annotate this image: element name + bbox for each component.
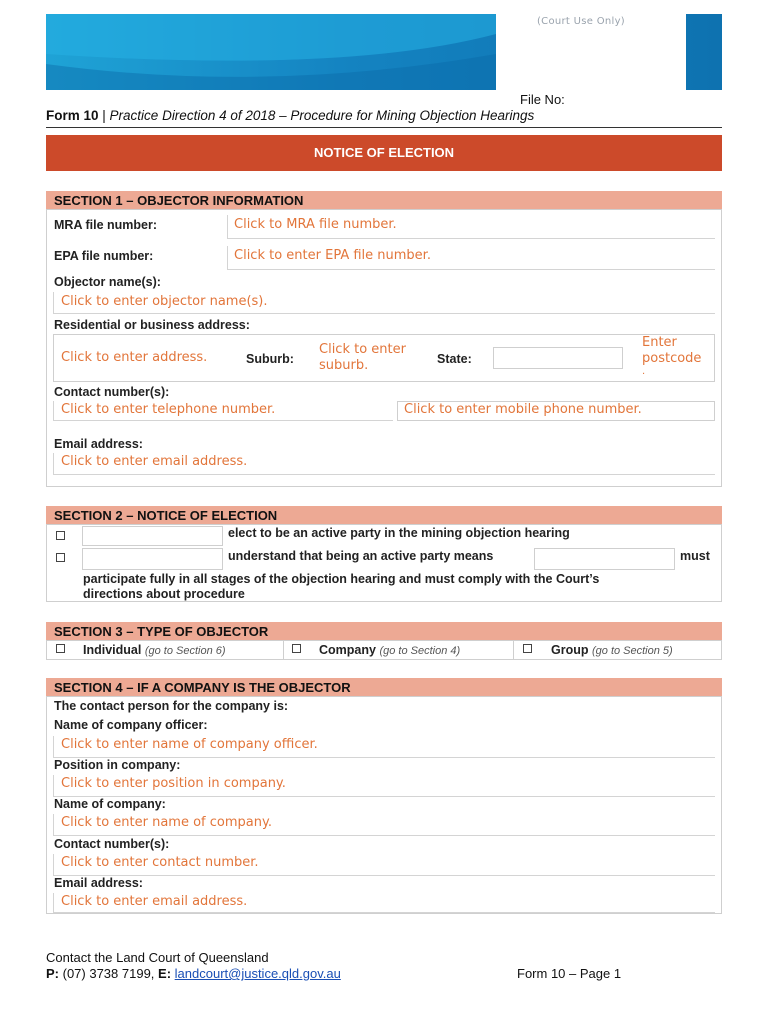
contact-label: Contact number(s): [54, 385, 170, 399]
telephone-placeholder[interactable]: Click to enter telephone number. [61, 402, 276, 417]
election-name-field-2[interactable] [82, 548, 223, 570]
court-use-only-label: (Court Use Only) [536, 16, 626, 27]
mobile-placeholder[interactable]: Click to enter mobile phone number. [404, 402, 642, 417]
company-name-placeholder[interactable]: Click to enter name of company. [61, 815, 272, 830]
section1-header: SECTION 1 – OBJECTOR INFORMATION [46, 191, 722, 209]
suburb-placeholder-line1[interactable]: Click to enter [319, 342, 406, 357]
officer-label: Name of company officer: [54, 718, 208, 732]
company-option [319, 643, 460, 657]
address-label: Residential or business address: [54, 318, 250, 332]
company-contact-placeholder[interactable]: Click to enter contact number. [61, 855, 259, 870]
company-email-label: Email address: [54, 876, 143, 890]
company-intro: The contact person for the company is: [54, 699, 289, 713]
mra-placeholder[interactable]: Click to MRA file number. [234, 217, 397, 232]
form-subtitle: Practice Direction 4 of 2018 – Procedure for Mining Objection Hearings [109, 108, 535, 123]
form-title [46, 108, 534, 123]
election-checkbox-2[interactable] [56, 553, 65, 562]
section3-divider-1 [283, 640, 284, 660]
company-name-label: Name of company: [54, 797, 166, 811]
position-placeholder[interactable]: Click to enter position in company. [61, 776, 286, 791]
individual-label: Individual [83, 643, 142, 657]
section3-divider-2 [513, 640, 514, 660]
company-contact-label: Contact number(s): [54, 837, 170, 851]
email-placeholder[interactable]: Click to enter email address. [61, 454, 248, 469]
postcode-placeholder-line1[interactable]: Enter [642, 335, 677, 350]
footer-email-label: E: [158, 966, 172, 981]
objector-label: Objector name(s): [54, 275, 161, 289]
group-option [551, 643, 673, 657]
election-line2: understand that being an active party means [228, 549, 494, 563]
election-line4: directions about procedure [83, 587, 245, 601]
form-separator: | [98, 108, 110, 123]
title-rule [46, 127, 722, 128]
position-label: Position in company: [54, 758, 181, 772]
footer-contact-details [46, 966, 341, 981]
group-note: (go to Section 5) [591, 645, 673, 657]
state-label: State: [437, 352, 472, 366]
officer-placeholder[interactable]: Click to enter name of company officer. [61, 737, 318, 752]
individual-option [83, 643, 226, 657]
footer-page-label: Form 10 – Page 1 [517, 966, 622, 981]
suburb-label: Suburb: [246, 352, 294, 366]
email-label: Email address: [54, 437, 143, 451]
election-line1: elect to be an active party in the mining objection hearing [228, 526, 570, 540]
election-checkbox-1[interactable] [56, 531, 65, 540]
group-label: Group [551, 643, 589, 657]
group-checkbox[interactable] [523, 644, 532, 653]
address-placeholder[interactable]: Click to enter address. [61, 350, 208, 365]
election-line2-end: must [680, 549, 710, 563]
file-no-label: File No: [520, 92, 565, 107]
footer-contact-line: Contact the Land Court of Queensland [46, 950, 269, 965]
epa-label: EPA file number: [54, 249, 154, 263]
epa-placeholder[interactable]: Click to enter EPA file number. [234, 248, 431, 263]
company-note: (go to Section 4) [379, 645, 461, 657]
election-line3: participate fully in all stages of the objection hearing and must comply with the Court’s [83, 572, 600, 586]
suburb-placeholder-line2[interactable]: suburb. [319, 358, 369, 373]
individual-note: (go to Section 6) [144, 645, 226, 657]
section4-header: SECTION 4 – IF A COMPANY IS THE OBJECTOR [46, 678, 722, 696]
footer-email-link[interactable]: landcourt@justice.qld.gov.au [174, 966, 341, 981]
company-label: Company [319, 643, 376, 657]
section3-header: SECTION 3 – TYPE OF OBJECTOR [46, 622, 722, 640]
postcode-placeholder-line3[interactable]: . [642, 366, 646, 377]
notice-banner: NOTICE OF ELECTION [46, 135, 722, 171]
objector-placeholder[interactable]: Click to enter objector name(s). [61, 294, 268, 309]
election-name-field-1[interactable] [82, 526, 223, 546]
section2-header: SECTION 2 – NOTICE OF ELECTION [46, 506, 722, 524]
company-email-placeholder[interactable]: Click to enter email address. [61, 894, 248, 909]
individual-checkbox[interactable] [56, 644, 65, 653]
company-checkbox[interactable] [292, 644, 301, 653]
footer-phone: (07) 3738 7199, [59, 966, 159, 981]
footer-phone-label: P: [46, 966, 59, 981]
postcode-placeholder-line2[interactable]: postcode [642, 351, 702, 366]
state-select[interactable] [493, 347, 623, 369]
mra-label: MRA file number: [54, 218, 158, 232]
header-wave-graphic [46, 14, 496, 90]
election-party-field[interactable] [534, 548, 675, 570]
form-number: Form 10 [46, 108, 99, 123]
